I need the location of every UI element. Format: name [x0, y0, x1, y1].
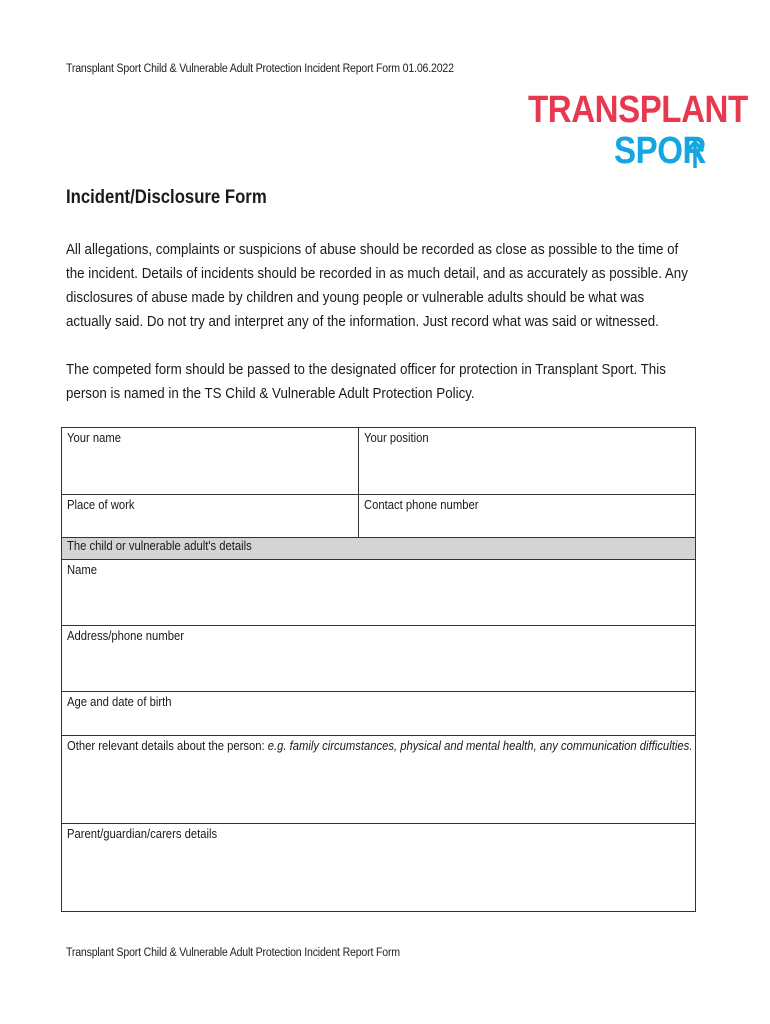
- name-label: Name: [67, 563, 98, 577]
- your-name-field[interactable]: [62, 428, 359, 495]
- address-phone-label: Address/phone number: [67, 629, 184, 643]
- parent-details-field[interactable]: [62, 824, 696, 912]
- age-dob-field[interactable]: [62, 692, 696, 736]
- page-footer: Transplant Sport Child & Vulnerable Adult Protection Incident Report Form: [66, 947, 400, 959]
- section-heading-label: The child or vulnerable adult's details: [67, 539, 252, 553]
- logo-line-transplant: TRANSPLANT: [528, 89, 748, 131]
- name-field[interactable]: [62, 560, 696, 626]
- incident-form-table: [61, 427, 696, 912]
- contact-phone-label: Contact phone number: [364, 498, 479, 512]
- transplant-sport-logo: [528, 89, 748, 180]
- form-title: Incident/Disclosure Form: [66, 187, 267, 208]
- address-phone-field[interactable]: [62, 626, 696, 692]
- age-dob-label: Age and date of birth: [67, 695, 172, 709]
- other-details-examples: e.g. family circumstances, physical and mental health, any communication difficulties.: [267, 739, 693, 753]
- place-of-work-field[interactable]: [62, 495, 359, 538]
- parent-details-label: Parent/guardian/carers details: [67, 827, 218, 841]
- your-position-label: Your position: [364, 431, 429, 445]
- place-of-work-label: Place of work: [67, 498, 135, 512]
- other-details-prefix: Other relevant details about the person:: [67, 739, 268, 753]
- instructions-paragraph: All allegations, complaints or suspicions of abuse should be recorded as close as possible to the time of the incident. Details of incidents should be recorded in as much detail, and as accurately as possible. Any disclosures of abuse made by children and young people or vulnerable adults should be what was actually said. Do not try and interpret any of the information. Just record what was said or witnessed.: [66, 241, 688, 330]
- other-details-label: [67, 739, 692, 753]
- your-name-label: Your name: [67, 431, 121, 445]
- other-details-field[interactable]: [62, 736, 696, 824]
- contact-phone-field[interactable]: [359, 495, 696, 538]
- your-position-field[interactable]: [359, 428, 696, 495]
- logo-line-sport: SPOR: [614, 130, 706, 172]
- up-arrow-icon: [685, 138, 705, 168]
- submission-paragraph: The competed form should be passed to the designated officer for protection in Transplant Sport. This person is named in the TS Child & Vulnerable Adult Protection Policy.: [66, 361, 666, 402]
- page-header: Transplant Sport Child & Vulnerable Adult Protection Incident Report Form 01.06.2022: [66, 63, 454, 75]
- section-heading: [62, 538, 696, 560]
